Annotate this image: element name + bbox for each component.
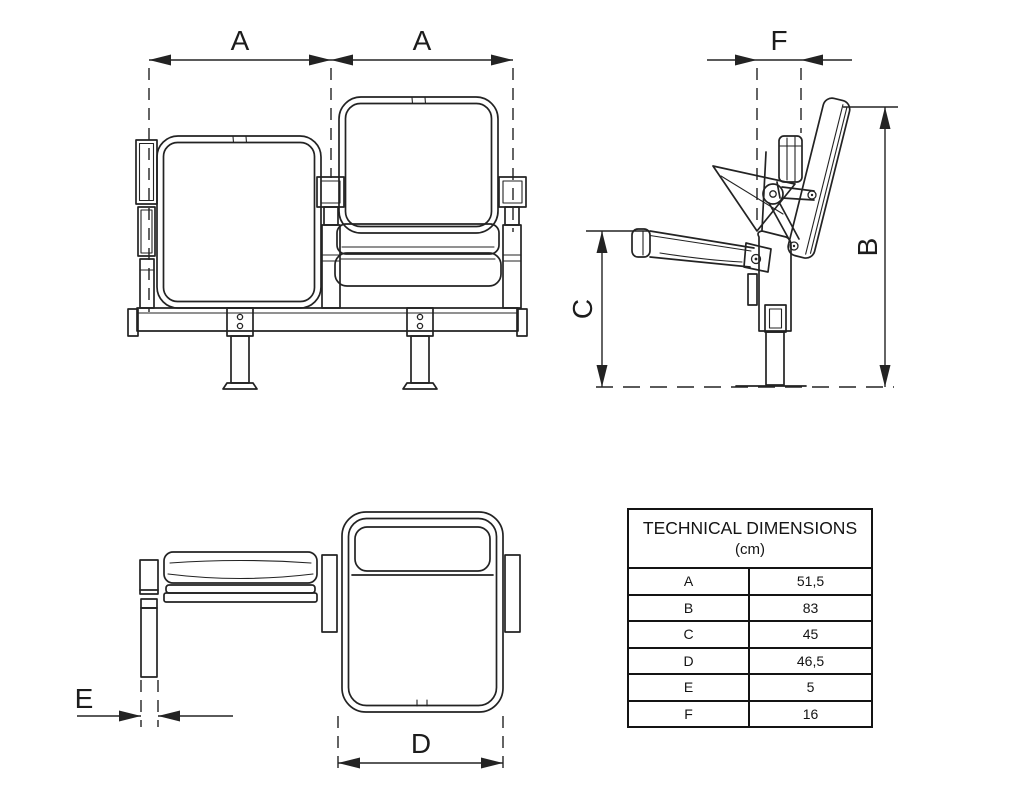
armrest-underside [660, 253, 742, 262]
table-row [629, 569, 871, 596]
dim-value: 51,5 [796, 573, 825, 590]
seat-panel-inner [164, 143, 315, 302]
arrowhead-left [158, 711, 180, 722]
armrest-cap-inner [140, 144, 154, 201]
table-row [629, 702, 871, 727]
leg-foot [223, 383, 257, 389]
cushion-curve [170, 561, 311, 564]
side-leg [766, 332, 784, 385]
left-armrest [136, 140, 157, 308]
folded-strip [166, 585, 315, 593]
backrest-edge-line [806, 105, 843, 254]
arrowhead-right [309, 55, 331, 66]
seat-armrest-right [505, 555, 520, 632]
front-view-drawing [128, 25, 527, 389]
seam-tick [412, 98, 413, 104]
arrowhead-left [735, 55, 757, 66]
seat-inner-outline [349, 519, 497, 706]
column-slot-inner [770, 309, 782, 328]
table-header [629, 510, 871, 569]
dim-value: 16 [802, 705, 819, 722]
armrest-post [140, 259, 154, 308]
left-seat-folded [157, 136, 321, 308]
bolt-hole [417, 314, 422, 319]
dim-letter: D [629, 649, 750, 674]
right-seat-unfolded [335, 97, 501, 286]
armrest-pivot-dot [755, 258, 758, 261]
top-unfolded-seat [322, 512, 520, 712]
link-pivot-dot [811, 194, 813, 196]
beam-outline [137, 308, 518, 331]
technical-dimensions-table [627, 508, 873, 728]
dim-value: 45 [802, 626, 819, 643]
dimension-label-a2: A [412, 25, 432, 56]
dim-letter: C [629, 622, 750, 647]
table-row [629, 622, 871, 649]
dim-letter: E [629, 675, 750, 700]
bolt-hole [237, 323, 242, 328]
arrowhead-left [338, 758, 360, 769]
armrest-post [141, 608, 157, 677]
bolt-hole [417, 323, 422, 328]
arrowhead-up [880, 107, 891, 129]
arrowhead-down [880, 365, 891, 387]
top-folded-seat [164, 552, 317, 602]
backrest-slab [786, 96, 851, 260]
table-row [629, 649, 871, 676]
mounting-beam [128, 308, 527, 336]
armrest-pad [140, 560, 158, 594]
dimension-e [75, 680, 233, 727]
side-armrest [632, 229, 771, 272]
front-left-leg [223, 308, 257, 389]
cushion-curve [168, 574, 313, 579]
seat-panel-outline [157, 136, 321, 308]
armrest-cap-inner [321, 181, 340, 203]
dimension-label-d: D [410, 728, 432, 759]
arrowhead-right [491, 55, 513, 66]
pivot-hub-center [770, 191, 776, 197]
dim-letter: B [629, 596, 750, 621]
side-backrest [786, 96, 851, 260]
dim-letter: A [629, 569, 750, 594]
seam-tick [425, 98, 426, 104]
armrest-top-edge [650, 231, 754, 248]
dim-value: 5 [806, 679, 815, 696]
dimension-label-b: B [852, 237, 883, 257]
arrowhead-right [119, 711, 141, 722]
backrest-band [355, 527, 490, 571]
seam-tick [233, 137, 234, 143]
dimension-label-a1: A [230, 25, 250, 56]
armrest-post [503, 225, 521, 308]
arrowhead-right [801, 55, 823, 66]
cushion-block [779, 136, 802, 182]
arrowhead-left [331, 55, 353, 66]
arrowhead-down [597, 365, 608, 387]
seam-tick [246, 137, 247, 143]
dimension-label-c: C [567, 298, 598, 320]
table-row [629, 675, 871, 702]
link-bar [782, 187, 814, 191]
armrest-stem [324, 207, 338, 225]
backrest-inner [346, 104, 492, 227]
armrest-stem [505, 207, 519, 225]
arrowhead-up [597, 231, 608, 253]
dimension-label-f: F [770, 25, 788, 56]
dim-value: 46,5 [796, 652, 825, 669]
arrowhead-right [481, 758, 503, 769]
plate-edge [721, 176, 783, 214]
link-rod [779, 202, 799, 239]
armrest-block [141, 599, 157, 608]
seat-armrest-left [322, 555, 337, 632]
dim-letter: F [629, 702, 750, 727]
seat-outline [342, 512, 503, 712]
arrowhead-left [149, 55, 171, 66]
column-front-plate [748, 274, 757, 305]
seat-cushion-top [337, 224, 499, 254]
dim-value: 83 [802, 599, 819, 616]
folded-base-strip [164, 593, 317, 602]
table-row [629, 596, 871, 623]
dimension-c [567, 231, 649, 387]
top-left-armrest [140, 560, 158, 677]
side-view-drawing [567, 25, 898, 387]
front-right-leg [403, 308, 437, 389]
table-unit: (cm) [735, 541, 765, 559]
dimension-a-left [149, 25, 331, 66]
link-pivot-dot [793, 245, 795, 247]
armrest-top-inner [650, 236, 751, 252]
backrest-edge-line [811, 108, 847, 254]
top-view-drawing [75, 512, 520, 770]
dimension-label-e: E [74, 683, 94, 714]
table-title: TECHNICAL DIMENSIONS [642, 518, 858, 539]
backrest-outline [339, 97, 498, 233]
bolt-hole [237, 314, 242, 319]
leg-shaft [411, 336, 429, 383]
leg-foot [403, 383, 437, 389]
dimension-b [843, 107, 898, 387]
seat-cushion-front [335, 253, 501, 286]
armrest-pad-inner [141, 210, 152, 253]
dimension-a-right [331, 25, 513, 66]
leg-shaft [231, 336, 249, 383]
armrest-front-cap [632, 229, 650, 257]
dimension-d [338, 716, 503, 770]
